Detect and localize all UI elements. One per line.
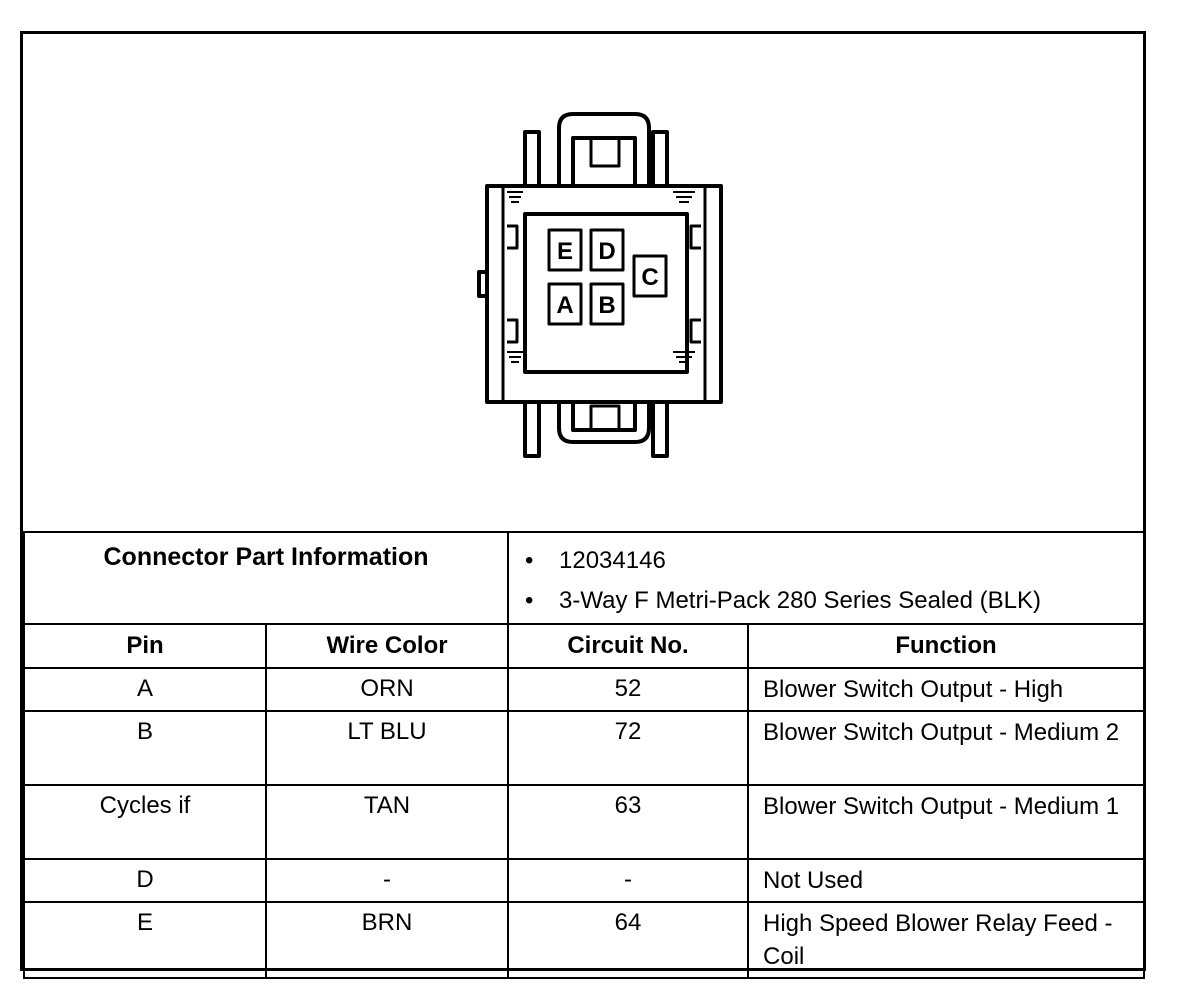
top-left-post [525,132,539,186]
top-latch-tab [591,138,619,166]
part-info-label: Connector Part Information [24,532,508,624]
bottom-left-post [525,402,539,456]
cavity-label-b: B [598,292,616,319]
circuit-cell: 63 [508,785,748,859]
right-upper-window [691,226,701,248]
pin-cell: E [24,902,266,978]
function-cell: Blower Switch Output - Medium 2 [748,711,1144,785]
table-row [24,711,1144,785]
wire-color-cell: ORN [266,668,508,711]
pin-cell: Cycles if [24,785,266,859]
cavity-label-e: E [556,238,574,265]
wire-color-cell: - [266,859,508,902]
circuit-cell: 64 [508,902,748,978]
bottom-right-post [653,402,667,456]
table-row [24,902,1144,978]
circuit-cell: - [508,859,748,902]
header-pin: Pin [24,624,266,668]
header-circuit: Circuit No. [508,624,748,668]
bottom-latch-tab [591,406,619,430]
function-cell: High Speed Blower Relay Feed - Coil [748,902,1144,978]
connector-face-drawing [23,34,1143,532]
header-function: Function [748,624,1144,668]
wire-color-cell: LT BLU [266,711,508,785]
connector-info-table [23,531,1145,979]
table-row [24,785,1144,859]
pin-cell: A [24,668,266,711]
top-latch-inner [573,138,635,186]
part-info-list [509,533,1143,621]
header-row [24,624,1144,668]
pin-cell: D [24,859,266,902]
connector-diagram [23,34,1143,532]
circuit-cell: 72 [508,711,748,785]
right-lower-window [691,320,701,342]
part-description: • 3-Way F Metri-Pack 280 Series Sealed (BLK) [525,581,1143,621]
part-number: • 12034146 [525,541,1143,581]
left-upper-window [507,226,517,248]
part-info-cell [508,532,1144,624]
wire-color-cell: TAN [266,785,508,859]
function-cell: Blower Switch Output - Medium 1 [748,785,1144,859]
ground-symbol-bottom-left [507,352,523,362]
left-lower-window [507,320,517,342]
part-info-row [24,532,1144,624]
function-cell: Not Used [748,859,1144,902]
cavity-label-c: C [641,264,659,291]
ground-symbol-top-left [507,192,523,202]
ground-symbol-bottom-right [673,352,695,362]
function-cell: Blower Switch Output - High [748,668,1144,711]
cavity-label-a: A [556,292,574,319]
cavity-label-d: D [598,238,616,265]
table-row [24,668,1144,711]
top-right-post [653,132,667,186]
wire-color-cell: BRN [266,902,508,978]
table-row [24,859,1144,902]
connector-chart-frame [20,31,1146,971]
ground-symbol-top-right [673,192,695,202]
circuit-cell: 52 [508,668,748,711]
header-wire-color: Wire Color [266,624,508,668]
pin-cell: B [24,711,266,785]
